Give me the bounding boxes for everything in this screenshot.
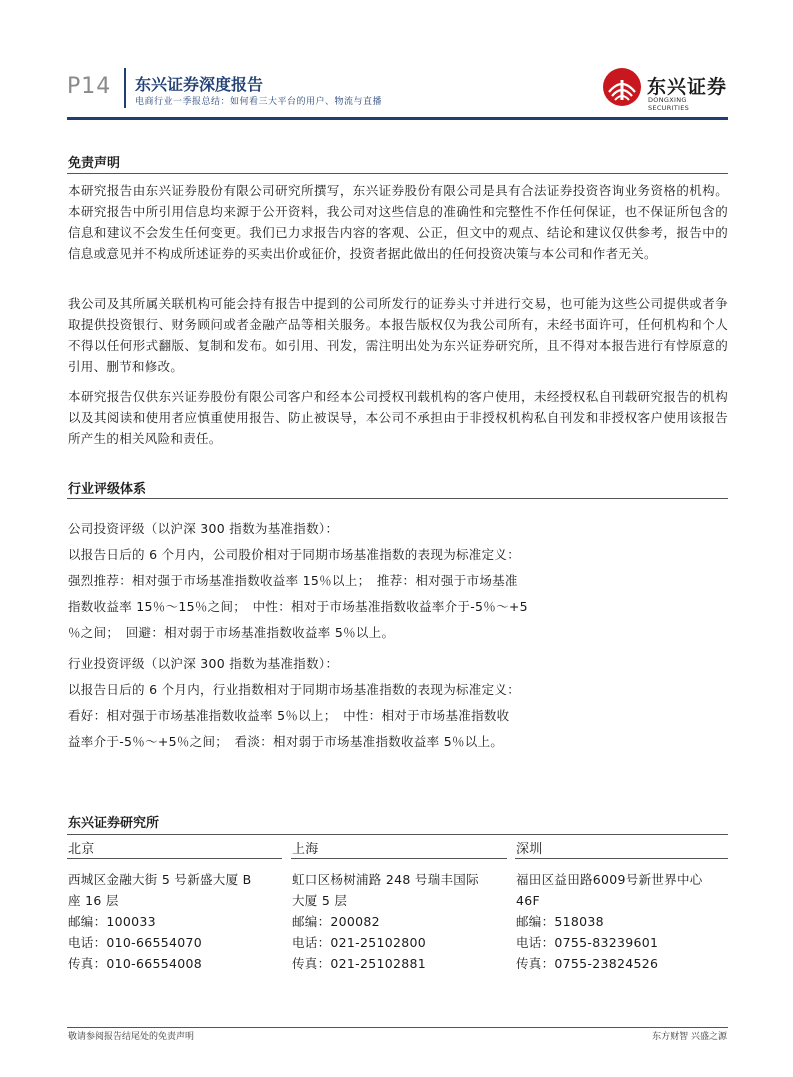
office-address-line: 46F xyxy=(516,893,540,908)
disclaimer-rule xyxy=(67,173,728,174)
footer-disclaimer-note: 敬请参阅报告结尾处的免责声明 xyxy=(68,1032,195,1042)
footer-rule xyxy=(67,1027,728,1028)
company-logo xyxy=(603,66,727,110)
header-rule xyxy=(67,117,728,120)
office-fax: 传真：010-66554008 xyxy=(68,956,202,971)
report-subtitle: 电商行业一季报总结：如何看三大平台的用户、物流与直播 xyxy=(135,97,383,107)
office-phone: 电话：021-25102800 xyxy=(292,935,426,950)
institute-title: 东兴证券研究所 xyxy=(68,816,160,831)
office-address-line: 福田区益田路6009号新世界中心 xyxy=(516,872,703,887)
company-rating-line: 以报告日后的 6 个月内，公司股价相对于同期市场基准指数的表现为标准定义： xyxy=(68,547,521,562)
office-phone: 电话：010-66554070 xyxy=(68,935,202,950)
institute-rule xyxy=(67,834,728,835)
company-rating-line: 公司投资评级（以沪深 300 指数为基准指数）： xyxy=(68,521,339,536)
office-city-rule xyxy=(515,858,728,859)
office-fax: 传真：0755-23824526 xyxy=(516,956,659,971)
page-number: P14 xyxy=(67,74,112,99)
rating-rule xyxy=(67,498,728,499)
company-rating-line: 指数收益率 15％～15％之间； 中性：相对于市场基准指数收益率介于-5％～+5 xyxy=(68,599,528,614)
office-postcode: 邮编：100033 xyxy=(68,914,156,929)
disclaimer-paragraph-3: 本研究报告仅供东兴证券股份有限公司客户和经本公司授权刊载机构的客户使用，未经授权私自刊载研究报告的机构以及其阅读和使用者应慎重使用报告、防止被误导，本公司不承担由于非授权机构私自刊发和非授权客户使用该报告所产生的相关风险和责任。 xyxy=(68,389,728,446)
page-header xyxy=(67,66,727,118)
office-city-rule xyxy=(291,858,507,859)
industry-rating-line: 行业投资评级（以沪深 300 指数为基准指数）： xyxy=(68,656,339,671)
office-address-line: 西城区金融大街 5 号新盛大厦 B xyxy=(68,872,252,887)
office-postcode: 邮编：518038 xyxy=(516,914,604,929)
disclaimer-paragraph-1: 本研究报告由东兴证券股份有限公司研究所撰写，东兴证券股份有限公司是具有合法证券投资咨询业务资格的机构。本研究报告中所引用信息均来源于公开资料，我公司对这些信息的准确性和完整性不作任何保证，也不保证所包含的信息和建议不会发生任何变更。我们已力求报告内容的客观、公正，但文中的观点、结论和建议仅供参考，报告中的信息或意见并不构成所述证券的买卖出价或征价，投资者据此做出的任何投资决策与本公司和作者无关。 xyxy=(68,183,728,261)
office-postcode: 邮编：200082 xyxy=(292,914,380,929)
industry-rating-block xyxy=(68,651,608,755)
report-title: 东兴证券深度报告 xyxy=(135,75,264,94)
disclaimer-title: 免责声明 xyxy=(68,156,121,171)
footer-slogan: 东方财智 兴盛之源 xyxy=(652,1032,727,1042)
company-rating-block xyxy=(68,516,608,646)
office-phone: 电话：0755-83239601 xyxy=(516,935,659,950)
header-divider xyxy=(124,68,126,108)
office-city: 上海 xyxy=(292,842,319,857)
industry-rating-line: 以报告日后的 6 个月内，行业指数相对于同期市场基准指数的表现为标准定义： xyxy=(68,682,521,697)
company-rating-line: ％之间； 回避：相对弱于市场基准指数收益率 5％以上。 xyxy=(68,625,395,640)
office-city: 北京 xyxy=(68,842,95,857)
office-city-rule xyxy=(67,858,282,859)
logo-text-cn: 东兴证券 xyxy=(647,76,728,98)
rating-title: 行业评级体系 xyxy=(68,482,147,497)
disclaimer-paragraph-2: 我公司及其所属关联机构可能会持有报告中提到的公司所发行的证券头寸并进行交易，也可能为这些公司提供或者争取提供投资银行、财务顾问或者金融产品等相关服务。本报告版权仅为我公司所有，未经书面许可，任何机构和个人不得以任何形式翻版、复制和发布。如引用、刊发，需注明出处为东兴证券研究所，且不得对本报告进行有悖原意的引用、删节和修改。 xyxy=(68,296,728,374)
office-address-line: 座 16 层 xyxy=(68,893,119,908)
company-rating-line: 强烈推荐：相对强于市场基准指数收益率 15％以上； 推荐：相对强于市场基准 xyxy=(68,573,518,588)
industry-rating-line: 益率介于-5％～+5％之间； 看淡：相对弱于市场基准指数收益率 5％以上。 xyxy=(68,734,504,749)
logo-text-en: DONGXING SECURITIES xyxy=(648,96,690,112)
office-city: 深圳 xyxy=(516,842,543,857)
logo-emblem-icon xyxy=(603,68,641,106)
office-fax: 传真：021-25102881 xyxy=(292,956,426,971)
office-address-line: 虹口区杨树浦路 248 号瑞丰国际 xyxy=(292,872,479,887)
office-address-line: 大厦 5 层 xyxy=(292,893,348,908)
industry-rating-line: 看好：相对强于市场基准指数收益率 5％以上； 中性：相对于市场基准指数收 xyxy=(68,708,510,723)
